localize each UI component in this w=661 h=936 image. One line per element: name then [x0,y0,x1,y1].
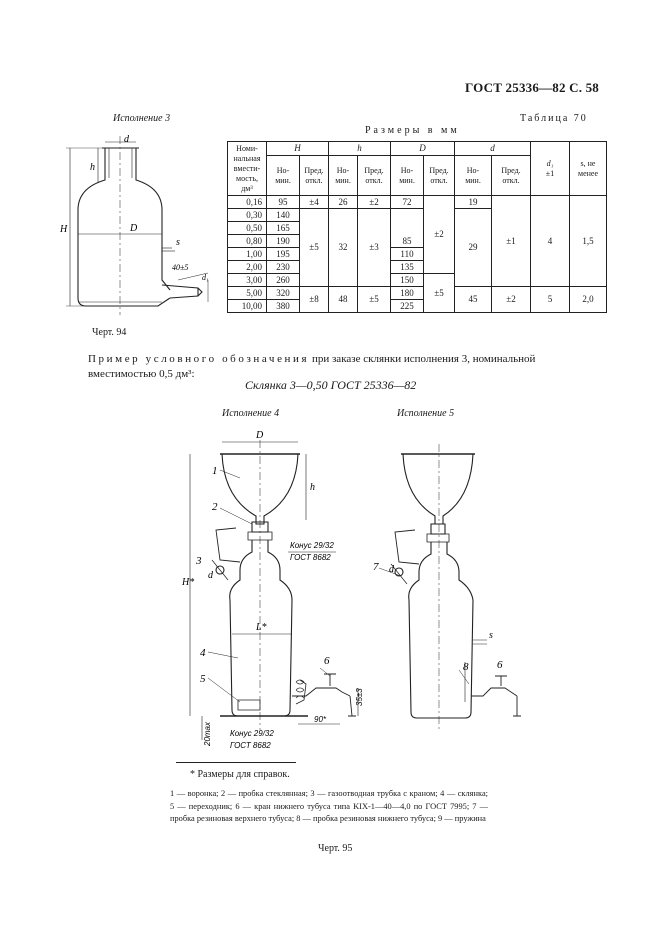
group-header-H: H [267,142,329,156]
table-subtitle: Размеры в мм [365,125,460,136]
fig95-caption: Черт. 95 [318,843,353,854]
table-row: 0,50 165 [228,222,607,235]
fig95-label-L: L* [256,622,267,633]
fig95-label-d: d [208,570,213,581]
fig94-label-H: H [60,224,68,235]
fig95-cone-bottom-1: Конус 29/32 [230,729,274,738]
fig95-v5-label-d: d [389,564,394,575]
table-row: 0,30 140 ±5 32 ±3 85 29 [228,209,607,222]
table-row: 2,00 230 135 [228,261,607,274]
fig95-label-D: D [256,430,264,441]
fig95-dim-20: 20max [203,721,212,746]
fig95-label-n3: 3 [196,555,202,567]
subheader-pred: Пред. откл. [424,156,455,196]
subheader-nom: Но- мин. [267,156,300,196]
fig95-label-n1: 1 [212,465,218,477]
footnote-divider [176,762,296,763]
table-row: 10,00 380 225 [228,300,607,313]
footnote: * Размеры для справок. [190,769,290,780]
fig94-drawing [50,130,225,325]
page-header: ГОСТ 25336—82 С. 58 [465,80,599,95]
table-row: 0,16 95 ±4 26 ±2 72 ±2 19 ±1 4 1,5 [228,196,607,209]
subheader-nom: Но- мин. [455,156,492,196]
subheader-pred: Пред. откл. [358,156,391,196]
fig94-label-angle: 40±5 [172,263,189,272]
table-row: 5,00 320 ±8 48 ±5 180 45 ±2 5 2,0 [228,287,607,300]
fig95-label-n4: 4 [200,647,206,659]
fig95-label-n6: 6 [324,655,330,667]
example-designation: Склянка 3—0,50 ГОСТ 25336—82 [245,378,417,392]
group-header-D: D [391,142,455,156]
fig95-v5-label-n8: 8 [463,661,469,673]
fig94-label-d1: d₁ [202,273,209,282]
fig95-dim-90: 90* [314,715,327,724]
table-row: 3,00 260 150 ±5 [228,274,607,287]
fig95-label-h: h [310,482,315,493]
col-header-d1: d₁ ±1 [531,142,570,196]
fig95-variant5-caption: Исполнение 5 [397,408,455,419]
fig95-cone-top-2: ГОСТ 8682 [290,553,331,562]
table-row: 1,00 195 110 [228,248,607,261]
subheader-pred: Пред. откл. [492,156,531,196]
fig95-label-H: H* [182,577,195,588]
figure-legend: 1 — воронка; 2 — пробка стеклянная; 3 — газоотводная трубка с краном; 4 — склянка; 5 — переходник; 6 — кран нижнего тубуса типа KIX-1—40—4,0 по ГОСТ 7995; 7 — пробка резиновая верхнего тубуса; 8 — пробка резиновая нижнего тубуса; 9 — пружина [170,789,488,823]
group-header-h: h [329,142,391,156]
subheader-pred: Пред. откл. [300,156,329,196]
fig94-label-s: s [176,237,180,248]
subheader-nom: Но- мин. [329,156,358,196]
group-header-d: d [455,142,531,156]
fig95-v5-label-n6: 6 [497,659,503,671]
fig94-variant-caption: Исполнение 3 [113,113,171,124]
fig95-v5-label-s: s [489,630,493,641]
col-header-s: s, не менее [570,142,607,196]
fig95-label-n2: 2 [212,501,218,513]
col-header-volume: Номи- нальная вмести- мость, дм³ [228,142,267,196]
fig95-variant4-caption: Исполнение 4 [222,408,280,419]
table-row: 0,80 190 [228,235,607,248]
fig95-variant4-drawing [180,420,380,760]
dimensions-table [227,141,607,313]
fig95-dim-35: 35±3 [355,688,364,706]
fig94-label-D: D [130,223,138,234]
fig94-label-h: h [90,162,95,173]
fig95-cone-top-1: Конус 29/32 [290,541,334,550]
fig95-label-n5: 5 [200,673,206,685]
fig94-label-d: d [124,134,129,145]
subheader-nom: Но- мин. [391,156,424,196]
fig94-caption: Черт. 94 [92,327,127,338]
fig95-v5-label-n7: 7 [373,561,379,573]
example-paragraph: Пример условного обозначения при заказе склянки исполнения 3, номинальной вместимостью 0,5 дм³: [88,353,536,380]
fig95-variant5-drawing [365,440,525,740]
fig95-cone-bottom-2: ГОСТ 8682 [230,741,271,750]
table-title: Таблица 70 [520,113,588,124]
